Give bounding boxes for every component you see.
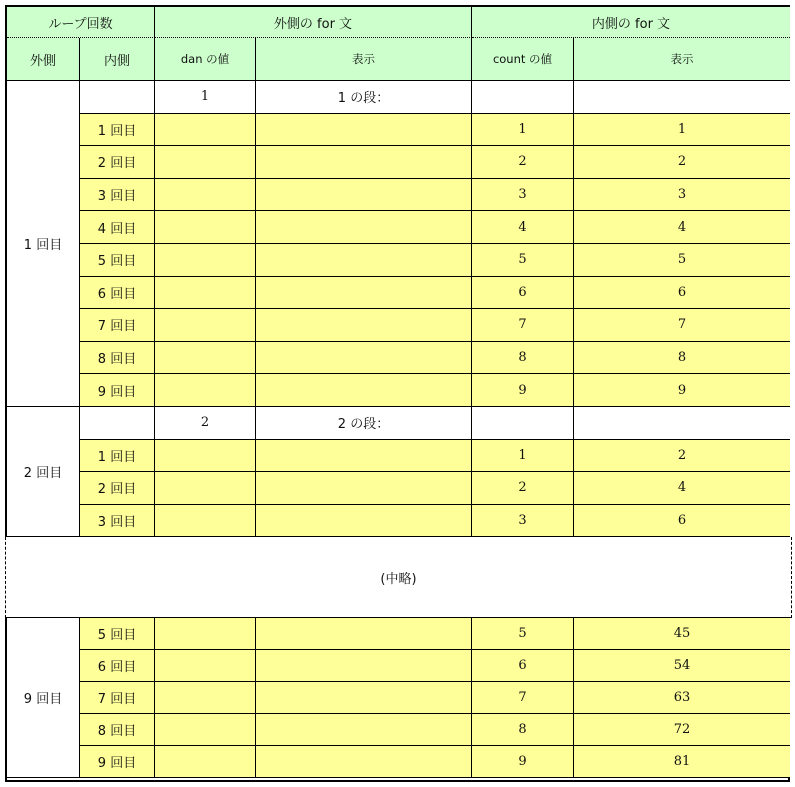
inner-loop-label: 4 回目 xyxy=(80,211,155,244)
value-blank xyxy=(574,407,790,440)
count-value: 6 xyxy=(472,277,574,310)
value-blank xyxy=(574,81,790,114)
product-value: 54 xyxy=(574,650,790,682)
inner-loop-label: 2 回目 xyxy=(80,146,155,179)
count-value: 9 xyxy=(472,746,574,778)
dan-cell-empty xyxy=(155,146,256,179)
display-cell-empty xyxy=(256,682,472,714)
count-value: 7 xyxy=(472,682,574,714)
header-inner: 内側 xyxy=(80,38,155,81)
dan-cell-empty xyxy=(155,618,256,650)
product-value: 2 xyxy=(574,146,790,179)
dan-cell-empty xyxy=(155,682,256,714)
count-value: 2 xyxy=(472,472,574,505)
display-cell-empty xyxy=(256,179,472,212)
display-cell-empty xyxy=(256,505,472,538)
count-value: 1 xyxy=(472,114,574,147)
count-value: 8 xyxy=(472,342,574,375)
inner-loop-label: 8 回目 xyxy=(80,714,155,746)
dan-cell-empty xyxy=(155,114,256,147)
product-value: 45 xyxy=(574,618,790,650)
count-value: 4 xyxy=(472,211,574,244)
display-cell-empty xyxy=(256,309,472,342)
inner-loop-label: 3 回目 xyxy=(80,179,155,212)
product-value: 6 xyxy=(574,277,790,310)
dan-cell-empty xyxy=(155,374,256,407)
header-count-value: count の値 xyxy=(472,38,574,81)
outer-loop-label: 1 回目 xyxy=(7,81,80,407)
dan-display: 2 の段： xyxy=(256,407,472,440)
outer-loop-label: 9 回目 xyxy=(7,618,80,778)
dan-display: 1 の段： xyxy=(256,81,472,114)
count-value: 1 xyxy=(472,440,574,473)
header-loop-count: ループ回数 xyxy=(7,7,155,38)
product-value: 72 xyxy=(574,714,790,746)
display-cell-empty xyxy=(256,714,472,746)
inner-loop-label: 6 回目 xyxy=(80,277,155,310)
count-value: 8 xyxy=(472,714,574,746)
count-value: 2 xyxy=(472,146,574,179)
product-value: 4 xyxy=(574,211,790,244)
dan-cell-empty xyxy=(155,746,256,778)
count-blank xyxy=(472,407,574,440)
product-value: 5 xyxy=(574,244,790,277)
dan-cell-empty xyxy=(155,650,256,682)
display-cell-empty xyxy=(256,746,472,778)
omitted-section xyxy=(5,537,792,618)
product-value: 1 xyxy=(574,114,790,147)
count-value: 5 xyxy=(472,244,574,277)
display-cell-empty xyxy=(256,472,472,505)
inner-loop-label: 8 回目 xyxy=(80,342,155,375)
dan-cell-empty xyxy=(155,211,256,244)
dan-cell-empty xyxy=(155,714,256,746)
inner-loop-label: 7 回目 xyxy=(80,309,155,342)
display-cell-empty xyxy=(256,211,472,244)
inner-loop-label: 1 回目 xyxy=(80,114,155,147)
dan-cell-empty xyxy=(155,505,256,538)
count-value: 5 xyxy=(472,618,574,650)
dan-cell-empty xyxy=(155,277,256,310)
outer-row-inner-blank xyxy=(80,407,155,440)
header-display-outer: 表示 xyxy=(256,38,472,81)
dan-value: 2 xyxy=(155,407,256,440)
dan-cell-empty xyxy=(155,309,256,342)
header-outer: 外側 xyxy=(7,38,80,81)
product-value: 9 xyxy=(574,374,790,407)
header-inner-for: 内側の for 文 xyxy=(472,7,790,38)
dan-value: 1 xyxy=(155,81,256,114)
product-value: 2 xyxy=(574,440,790,473)
dan-cell-empty xyxy=(155,472,256,505)
inner-loop-label: 2 回目 xyxy=(80,472,155,505)
inner-loop-label: 1 回目 xyxy=(80,440,155,473)
inner-loop-label: 9 回目 xyxy=(80,374,155,407)
display-cell-empty xyxy=(256,374,472,407)
header-display-inner: 表示 xyxy=(574,38,790,81)
count-value: 6 xyxy=(472,650,574,682)
loop-table xyxy=(5,5,790,782)
header-outer-for: 外側の for 文 xyxy=(155,7,472,38)
count-value: 7 xyxy=(472,309,574,342)
count-value: 3 xyxy=(472,505,574,538)
count-blank xyxy=(472,81,574,114)
product-value: 4 xyxy=(574,472,790,505)
outer-row-inner-blank xyxy=(80,81,155,114)
inner-loop-label: 7 回目 xyxy=(80,682,155,714)
inner-loop-label: 5 回目 xyxy=(80,618,155,650)
dan-cell-empty xyxy=(155,179,256,212)
display-cell-empty xyxy=(256,146,472,179)
product-value: 63 xyxy=(574,682,790,714)
product-value: 8 xyxy=(574,342,790,375)
dan-cell-empty xyxy=(155,440,256,473)
inner-loop-label: 3 回目 xyxy=(80,505,155,538)
outer-loop-label: 2 回目 xyxy=(7,407,80,537)
product-value: 7 xyxy=(574,309,790,342)
display-cell-empty xyxy=(256,114,472,147)
display-cell-empty xyxy=(256,618,472,650)
omitted-label: (中略) xyxy=(380,571,417,587)
dan-cell-empty xyxy=(155,342,256,375)
display-cell-empty xyxy=(256,342,472,375)
product-value: 81 xyxy=(574,746,790,778)
count-value: 9 xyxy=(472,374,574,407)
display-cell-empty xyxy=(256,440,472,473)
inner-loop-label: 9 回目 xyxy=(80,746,155,778)
display-cell-empty xyxy=(256,244,472,277)
inner-loop-label: 5 回目 xyxy=(80,244,155,277)
product-value: 6 xyxy=(574,505,790,538)
dan-cell-empty xyxy=(155,244,256,277)
header-dan-value: dan の値 xyxy=(155,38,256,81)
inner-loop-label: 6 回目 xyxy=(80,650,155,682)
product-value: 3 xyxy=(574,179,790,212)
count-value: 3 xyxy=(472,179,574,212)
display-cell-empty xyxy=(256,277,472,310)
display-cell-empty xyxy=(256,650,472,682)
